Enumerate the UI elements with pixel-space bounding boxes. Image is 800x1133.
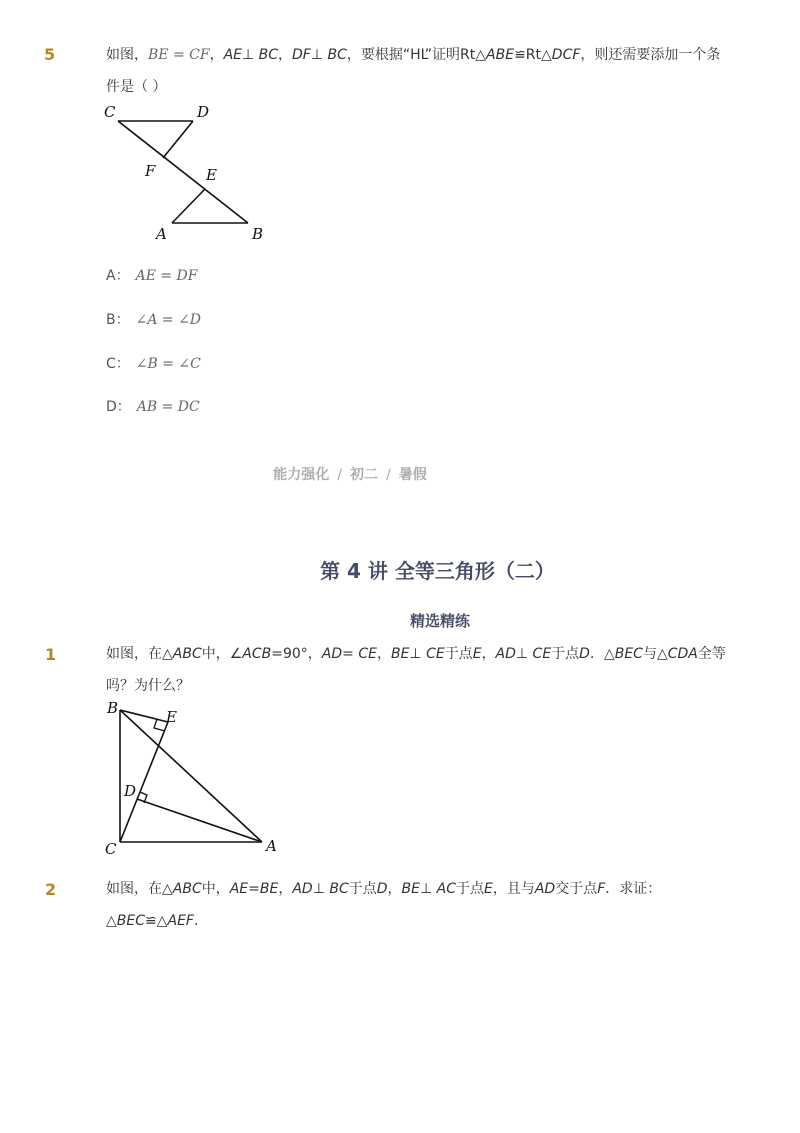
option-a[interactable] — [106, 265, 197, 285]
math-expression: △BEC — [106, 913, 145, 929]
text-segment: 于点 — [551, 646, 580, 662]
math-expression: AD — [534, 881, 556, 897]
text-segment: 中， — [201, 646, 230, 662]
math-expression: ∠ACB — [229, 646, 272, 662]
option-d[interactable] — [106, 396, 200, 416]
text-segment: 如图，在 — [106, 646, 162, 662]
footer-separator: / — [386, 467, 391, 483]
text-segment: 中， — [201, 881, 230, 897]
point-label: D — [124, 782, 137, 800]
option-b[interactable] — [106, 309, 201, 329]
option-value: AE = DF — [135, 268, 198, 284]
question-text — [106, 873, 661, 937]
math-expression: BE = CF — [148, 47, 210, 63]
question-number: 1 — [45, 645, 57, 664]
question-number: 5 — [44, 45, 56, 64]
text-segment: ．求证： — [605, 881, 662, 897]
geometry-figure-q5 — [100, 100, 280, 250]
math-expression: F — [597, 881, 606, 897]
text-segment: ，且与 — [492, 881, 535, 897]
math-expression: BE⊥ CE — [390, 646, 445, 662]
page-footer — [0, 464, 700, 484]
math-expression: D — [376, 881, 388, 897]
point-label: A — [266, 837, 277, 855]
text-segment: ， — [278, 47, 293, 63]
footer-text: 暑假 — [398, 467, 427, 483]
point-label: F — [145, 162, 156, 180]
math-expression: BE⊥ AC — [401, 881, 456, 897]
section-title: 精选精练 — [409, 612, 470, 630]
text-segment: 交于点 — [555, 881, 598, 897]
text-segment: ． — [589, 646, 604, 662]
text-segment: ， — [481, 646, 496, 662]
figure-line — [137, 799, 262, 842]
option-label: C： — [106, 356, 130, 372]
figure-line — [118, 121, 248, 223]
math-expression: AD= CE — [321, 646, 377, 662]
geometry-figure-q1 — [100, 698, 290, 863]
text-segment: ≌ — [145, 913, 157, 929]
text-segment: ， — [387, 881, 402, 897]
figure-line — [163, 121, 193, 158]
math-expression: AD⊥ CE — [495, 646, 552, 662]
lecture-title: 第 4 讲 全等三角形（二） — [320, 559, 555, 583]
text-segment: 于点 — [444, 646, 473, 662]
figure-line — [172, 189, 205, 223]
text-segment: ， — [209, 47, 224, 63]
text-segment: . — [193, 913, 199, 929]
math-expression: AE=BE — [229, 881, 279, 897]
point-label: B — [107, 699, 119, 717]
point-label: E — [166, 708, 177, 726]
math-expression: △AEF — [156, 913, 194, 929]
math-expression: D — [579, 646, 590, 662]
question-text — [106, 39, 720, 103]
text-segment: ，要根据“HL”证明Rt — [346, 47, 476, 63]
math-expression: △ABC — [162, 646, 202, 662]
text-segment: 与 — [642, 646, 657, 662]
text-segment: ，则还需要添加一个条 — [580, 47, 721, 63]
math-expression: AE⊥ BC — [223, 47, 279, 63]
math-expression: △ABE — [475, 47, 515, 63]
point-label: E — [206, 166, 217, 184]
option-value: AB = DC — [136, 399, 200, 415]
text-segment: 如图，在 — [106, 881, 162, 897]
point-label: B — [252, 225, 264, 243]
point-label: D — [197, 103, 210, 121]
math-expression: △CDA — [656, 646, 698, 662]
math-expression: E — [483, 881, 493, 897]
point-label: C — [104, 103, 116, 121]
math-expression: DF⊥ BC — [292, 47, 347, 63]
option-value: ∠A = ∠D — [135, 312, 202, 328]
text-segment: 如图， — [106, 47, 148, 63]
option-label: B： — [106, 312, 130, 328]
text-segment: ， — [278, 881, 293, 897]
option-value: ∠B = ∠C — [135, 356, 201, 372]
option-label: D： — [106, 399, 131, 415]
option-c[interactable] — [106, 353, 201, 373]
text-segment: 件是（ ） — [106, 79, 167, 95]
text-segment: 于点 — [455, 881, 484, 897]
math-expression: △ABC — [162, 881, 202, 897]
math-expression: E — [472, 646, 482, 662]
question-text — [106, 638, 726, 702]
footer-separator: / — [337, 467, 342, 483]
footer-text: 初二 — [350, 467, 378, 483]
option-label: A： — [106, 268, 130, 284]
point-label: C — [105, 840, 117, 858]
math-expression: AD⊥ BC — [292, 881, 349, 897]
question-number: 2 — [45, 880, 57, 899]
text-segment: ， — [376, 646, 391, 662]
figure-line — [120, 710, 262, 842]
point-label: A — [156, 225, 167, 243]
text-segment: ≌Rt — [514, 47, 542, 63]
text-segment: 全等 — [697, 646, 726, 662]
math-expression: △DCF — [541, 47, 581, 63]
text-segment: 于点 — [348, 881, 377, 897]
text-segment: 吗？为什么？ — [106, 678, 190, 694]
text-segment: =90°， — [271, 646, 322, 662]
math-expression: △BEC — [603, 646, 643, 662]
footer-text: 能力强化 — [273, 467, 330, 483]
